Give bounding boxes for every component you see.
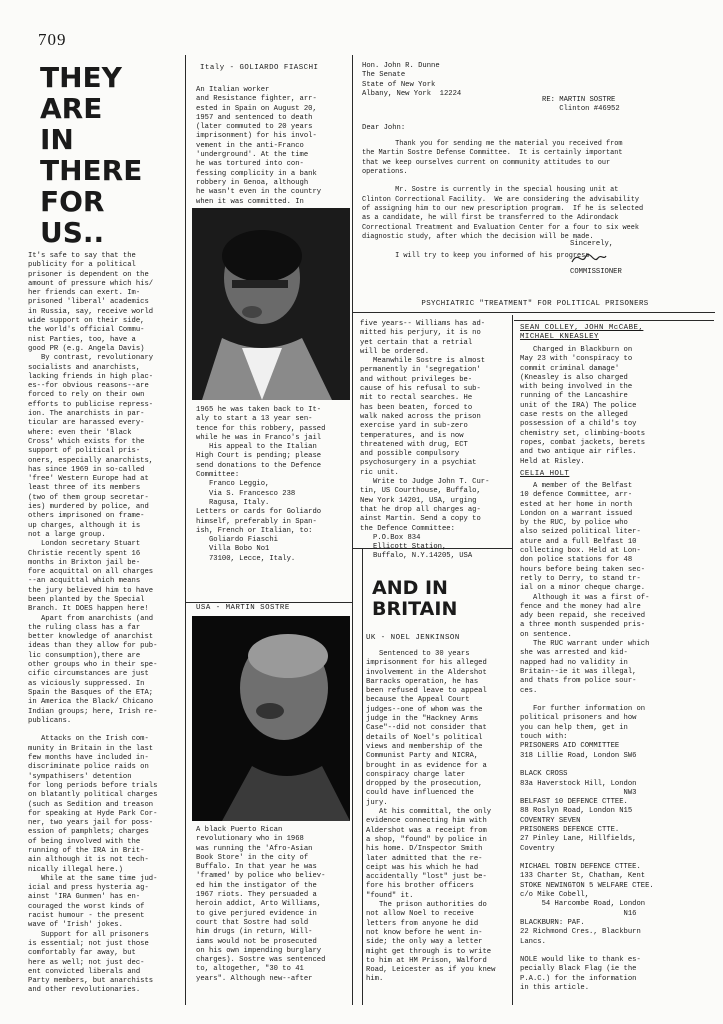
- letter-salutation: Dear John:: [362, 124, 406, 132]
- usa-text: A black Puerto Rican revolutionary who in 1968 was running the 'Afro-Asian Book Store' in the city of Buffalo. In that year he was 'framed' by police who believ- ed him the instigator of the 1967 riots. They persuaded a heroin addict, Arto Williams, to give perjured evidence in court that Sostre had sold him drugs (in return, Will- iams would not be prosecuted on his own impending burglary charges). Sostre was sentenced to, altogether, "30 to 41 years". Although new--after: [196, 826, 326, 983]
- usa-section-header: USA - MARTIN SOSTRE: [196, 604, 290, 612]
- britain-headline-line: AND IN: [372, 577, 448, 599]
- signature: [568, 248, 608, 268]
- italy-section-header: Italy - GOLIARDO FIASCHI: [200, 64, 319, 72]
- headline: [40, 62, 170, 248]
- britain-text: Sentenced to 30 years imprisonment for his alleged involvement in the Aldershot Barracks operation, he has been refused leave to appeal because the Appeal Court judges--one of whom was the judge in the "Hackney Arms Case"--did not consider that details of Noel's political views and membership of the Communist Party and NICRA, brought in as evidence for a conspiracy charge later dropped by the prosecution, could have influenced the jury. At his committal, the only evidence connecting him with Aldershot was a receipt from a shop, "found" by police in his home. D/Inspector Smith later admitted that the re- ceipt was his which he had accidentally "lost" just be- fore his brother officers "found" it. The prison authorities do not allow Noel to receive letters from anyone he did not know before he went in- side; the only way a letter might get through is to write to him at HM Prison, Walford Road, Leicester as if you knew him.: [366, 650, 496, 984]
- britain-headline: [372, 578, 502, 620]
- headline-line: THERE: [40, 154, 143, 187]
- section-divider: [186, 602, 352, 603]
- italy-bottom-text: 1965 he was taken back to It- aly to start a 13 year sen- tence for this robbery, passed while he was in Franco's jail His appeal to the Italian High Court is pending; please send donations to the Defence Committee: Franco Leggio, Via S. Francesco 238 Ragusa, Italy. Letters or cards for Goliardo himself, preferably in Span- ish, French or Italian, to: Goliardo Fiaschi Villa Bobo No1 73100, Lecce, Italy.: [196, 406, 326, 563]
- martin-sostre-photo: [192, 616, 350, 821]
- blackburn-text: Charged in Blackburn on May 23 with 'conspiracy to commit criminal damage' (Kneasley is also charged with being involved in the running of the Lancashire unit of the IRA) The police case rests on the alleged possession of a child's toy chemistry set, climbing-boots ropes, combat jackets, berets and two antique air rifles. Held at Risley.: [520, 346, 646, 466]
- intro-column-text: It's safe to say that the publicity for a political prisoner is dependent on the amount of pressure which his/ her friends can exert. Im- prisoned 'liberal' academics in Russia, say, receive world wide support on their side, the world's official Commu- nist Parties, too, have a good PR (e.g. Angela Davis) By contrast, revolutionary socialists and anarchists, lacking friends in high plac- es--for obvious reasons--are forced to rely on their own efforts to publicise repress- ion. The anarchists in par- ticular are harassed every- where: even their 'Black Cross' which exists for the support of political pris- oners, especially anarchists, has since 1969 in so-called 'free' Western Europe had at least three of its members (two of them group secretar- ies) murdered by police, and others imprisoned on frame- up charges, although it is not a large group. London secretary Stuart Christie recently spent 16 months in Brixton jail be- fore acquittal on all charges --an acquittal which means the jury believed him to have been planted by the Special Branch. It DOES happen here! Apart from anarchists (and the ruling class has a far better knowledge of anarchist ideas than they allow for pub- lic consumption),there are other groups who in their spe- cific circumstances are just as viciously suppressed. In Spain the Basques of the ETA; in America the Black/ Chicano Indian groups; here, Irish re- publicans. Attacks on the Irish com- munity in Britain in the last few months have included in- discriminate police raids on 'sympathisers' detention for long periods before trials on blatantly political charges (such as Sedition and treason for speaking at Hyde Park Cor- ner, two years jail for poss- ession of pamphlets; charges of being involved with the running of the IRA in Brit- ain although it is not tech- nically illegal here.) While at the same time jud- icial and press hysteria ag- ainst 'IRA Gunmen' has en- couraged the worst kinds of racist humour - the present wave of 'Irish' jokes. Support for all prisoners is essential; not just those comfortably far away, but here as well; not just dec- ent convicted liberals and Party members, but anarchists and other revolutionaries.: [28, 252, 158, 995]
- celia-holt-header: CELIA HOLT: [520, 470, 570, 478]
- section-divider: [353, 312, 715, 313]
- britain-section-header: UK - NOEL JENKINSON: [366, 634, 460, 642]
- column-divider: [352, 55, 353, 1005]
- headline-line: IN: [40, 123, 74, 156]
- headline-line: FOR: [40, 185, 105, 218]
- celia-holt-text: A member of the Belfast 10 defence Committee, arr- ested at her home in north London on a warrant issued by the RUC, by police who also seized political liter- ature and a full Belfast 10 collecting box. Held at Lon- don police stations for 48 hours before being taken sec- retly to Derry, to stand tr- ial on a minor cheque charge. Although it was a first of- fence and the money had alre ady been repaid, she received a three month suspended pris- on sentence. The RUC warrant under which she was arrested and kid- napped had no validity in Britain--ie it was illegal, and thats from police sour- ces. For further information on political prisoners and how you can help them, get in touch with: PRISONERS AID COMMITTEE 318 Lillie Road, London SW6 BLACK CROSS 83a Haverstock Hill, London NW3 BELFAST 10 DEFENCE CTTEE. 88 Roslyn Road, London N15 COVENTRY SEVEN PRISONERS DEFENCE CTTE. 27 Pinley Lane, Hillfields, Coventry MICHAEL TOBIN DEFENCE CTTEE. 133 Charter St, Chatham, Kent STOKE NEWINGTON 5 WELFARE CTEE. c/o Mike Cobell, 54 Harcombe Road, London N16 BLACKBURN: PAF. 22 Richmond Cres., Blackburn Lancs. NOLE would like to thank es- pecially Black Flag (ie the P.A.C.) for the information in this article.: [520, 482, 654, 993]
- column-divider: [362, 548, 363, 1005]
- blackburn-header: SEAN COLLEY, JOHN McCABE, MICHAEL KNEASLEY: [520, 324, 644, 342]
- psychiatric-header: PSYCHIATRIC "TREATMENT" FOR POLITICAL PRISONERS: [421, 300, 649, 308]
- headline-line: ARE: [40, 92, 103, 125]
- page-number: 709: [38, 30, 67, 49]
- letter-body: Thank you for sending me the material you received from the Martin Sostre Defense Committee. It is certainly important that we keep ourselves current on community attitudes to our operations. Mr. Sostre is currently in the special housing unit at Clinton Correctional Facility. We are considering the advisability of assigning him to our new prescription program. If he is selected as a candidate, he will first be transferred to the Adirondack Correctional Treatment and Evaluation Center for a four to six week diagnostic study, after which the decision will be made. I will try to keep you informed of his progress.: [362, 140, 644, 260]
- sostre-continued-text: five years-- Williams has ad- mitted his perjury, it is no yet certain that a retrial will be ordered. Meanwhile Sostre is almost permanently in 'segregation' and without privileges be- cause of his refusal to sub- mit to rectal searches. He has been beaten, forced to walk naked across the prison exercise yard in sub-zero temperatures, and is now threatened with drug, ECT and possible compulsory psychosurgery in a psychiat ric unit. Write to Judge John T. Cur- tin, US Courthouse, Buffalo, New York 14201, USA, urging that he drop all charges ag- ainst Martin. Send a copy to the Defence Committee: P.O.Box 834 Ellicott Station, Buffalo, N.Y.14205, USA: [360, 320, 490, 561]
- headline-line: THEY: [40, 61, 122, 94]
- letter-re: RE: MARTIN SOSTRE Clinton #46952: [542, 96, 620, 114]
- headline-line: US..: [40, 216, 105, 249]
- letter-signoff: Sincerely,: [570, 240, 614, 248]
- column-divider: [185, 55, 186, 1005]
- goliardo-fiaschi-photo: [192, 208, 350, 400]
- italy-top-text: An Italian worker and Resistance fighter, arr- ested in Spain on August 20, 1957 and sentenced to death (later commuted to 20 years imprisonment) for his invol- vement in the anti-Franco 'underground'. At the time he was tortured into con- fessing complicity in a bank robbery in Genoa, although he wasn't even in the country when it was committed. In: [196, 86, 322, 206]
- britain-headline-line: BRITAIN: [372, 598, 458, 620]
- letter-address: Hon. John R. Dunne The Senate State of New York Albany, New York 12224: [362, 62, 462, 98]
- section-divider: [514, 320, 714, 321]
- letter-title: COMMISSIONER: [570, 268, 622, 276]
